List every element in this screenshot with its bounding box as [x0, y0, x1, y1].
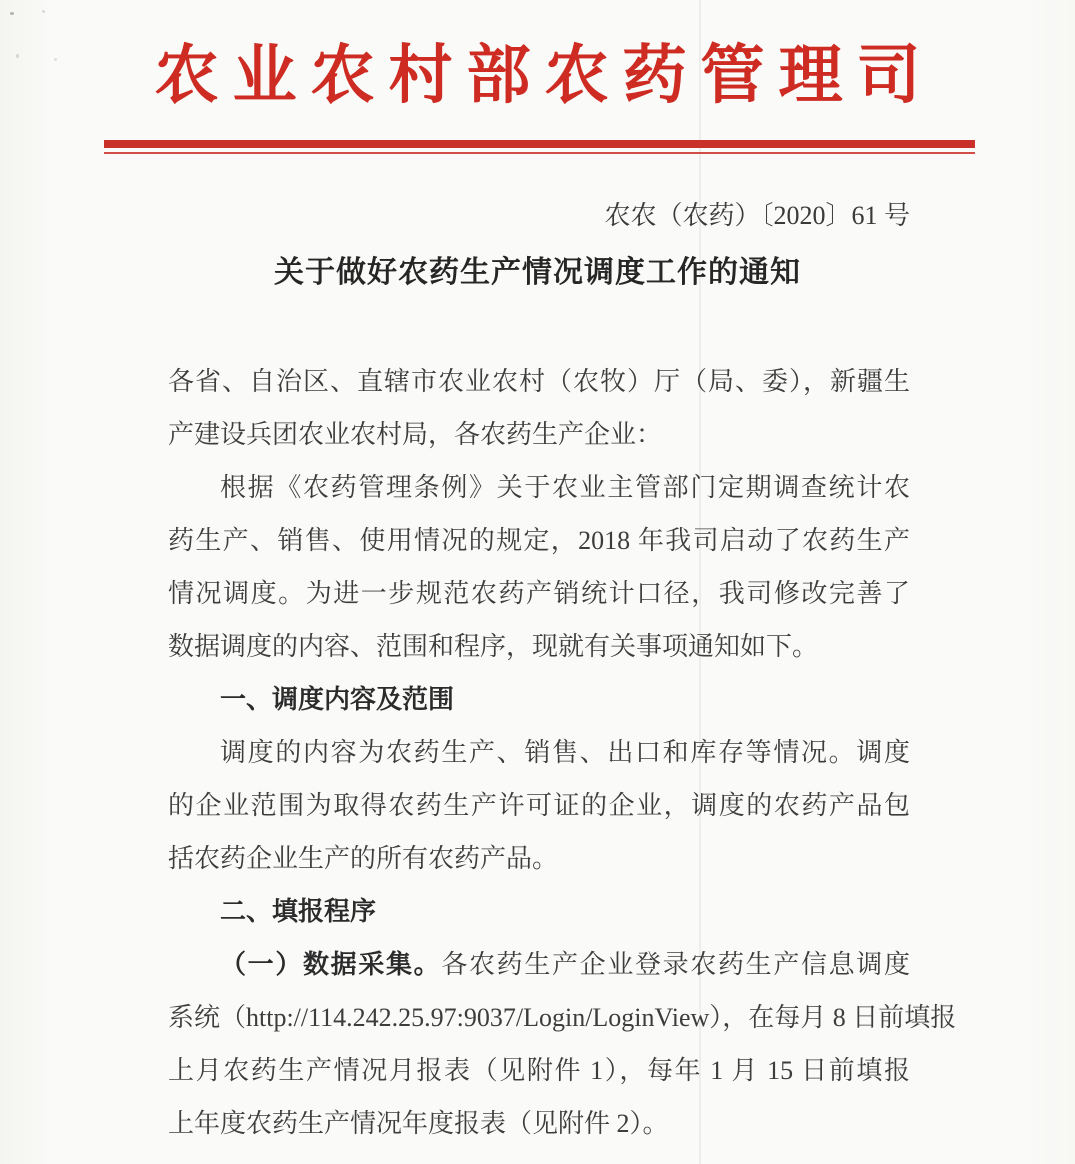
section2-heading: 二、填报程序	[220, 896, 377, 926]
document-body	[168, 355, 957, 1150]
item1-label: （一）数据采集。	[220, 949, 442, 979]
body-line-section1: 调度的内容为农药生产、销售、出口和库存等情况。调度	[220, 738, 910, 767]
scan-speckle	[42, 10, 45, 13]
divider-thick-line	[104, 140, 975, 148]
body-line-item1: 上年度农药生产情况年度报表（见附件 2）。	[168, 1109, 669, 1138]
letterhead-divider	[104, 140, 975, 154]
body-line-section1: 括农药企业生产的所有农药产品。	[168, 844, 559, 873]
divider-thin-line	[104, 152, 975, 154]
body-line-intro: 情况调度。为进一步规范农药产销统计口径，我司修改完善了	[168, 579, 910, 608]
letterhead-org-title: 农业农村部农药管理司	[154, 40, 935, 111]
body-line-item1: 上月农药生产情况月报表（见附件 1），每年 1 月 15 日前填报	[168, 1056, 910, 1085]
scan-speckle	[10, 12, 14, 15]
body-line-salutation: 产建设兵团农业农村局，各农药生产企业：	[168, 420, 663, 449]
body-line-section1: 的企业范围为取得农药生产许可证的企业，调度的农药产品包	[168, 791, 910, 820]
section1-heading: 一、调度内容及范围	[220, 684, 455, 714]
body-line-item1	[168, 938, 910, 991]
body-line-item1-url: 系统（http://114.242.25.97:9037/Login/LoginView），在每月 8 日前填报	[168, 1003, 957, 1032]
document-title: 关于做好农药生产情况调度工作的通知	[274, 256, 801, 289]
document-number: 农农（农药）〔2020〕61 号	[604, 201, 910, 230]
body-line-intro: 药生产、销售、使用情况的规定，2018 年我司启动了农药生产	[168, 526, 910, 555]
item1-text: 各农药生产企业登录农药生产信息调度	[441, 950, 910, 979]
body-line-intro: 数据调度的内容、范围和程序，现就有关事项通知如下。	[168, 632, 819, 661]
body-line-intro: 根据《农药管理条例》关于农业主管部门定期调查统计农	[220, 473, 910, 502]
body-line-salutation: 各省、自治区、直辖市农业农村（农牧）厅（局、委），新疆生	[168, 367, 910, 396]
